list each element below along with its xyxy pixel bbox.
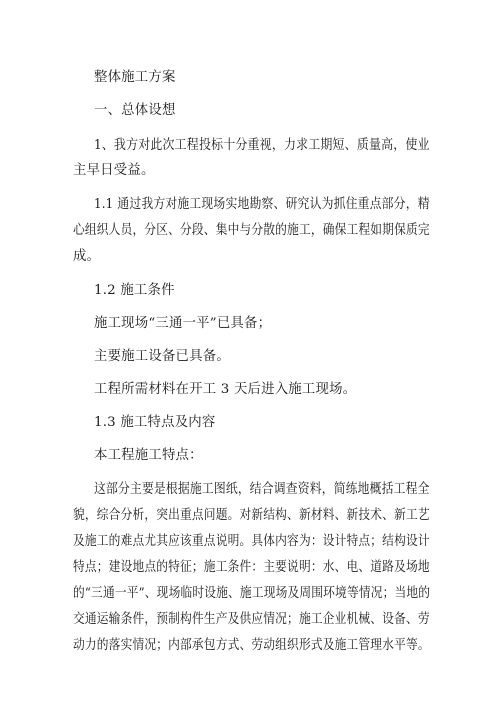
subheading-construction-conditions: 1.2 施工条件: [94, 283, 175, 298]
paragraph-3-line-7: 动力的落实情况；内部承包方式、劳动组织形式及施工管理水平等。: [73, 638, 430, 653]
paragraph-3-line-2: 貌，综合分析，突出重点问题。对新结构、新材料、新技术、新工艺: [73, 508, 430, 523]
paragraph-2-line-2: 心组织人员，分区、分段、集中与分散的施工，确保工程如期保质完: [73, 223, 430, 238]
condition-item-1: 施工现场“三通一平”已具备；: [94, 316, 272, 331]
paragraph-3-line-1: 这部分主要是根据施工图纸，结合调查资料，简练地概括工程全: [94, 482, 430, 497]
paragraph-1-line-2: 主早日受益。: [73, 163, 155, 178]
paragraph-1-line-1: 1、我方对此次工程投标十分重视，力求工期短、质量高，使业: [94, 138, 430, 153]
paragraph-3-line-5: 的“三通一平”、现场临时设施、施工现场及周围环境等情况；当地的: [73, 586, 431, 601]
paragraph-3-line-4: 特点；建设地点的特征；施工条件：主要说明：水、电、道路及场地: [73, 560, 430, 575]
condition-item-3: 工程所需材料在开工 3 天后进入施工现场。: [94, 382, 357, 397]
section-heading-overall: 一、总体设想: [94, 103, 176, 118]
features-label: 本工程施工特点：: [94, 448, 203, 463]
document-title: 整体施工方案: [94, 70, 176, 85]
paragraph-2-line-1: 1.1 通过我方对施工现场实地勘察、研究认为抓住重点部分，精: [94, 197, 430, 212]
subheading-features-content: 1.3 施工特点及内容: [94, 415, 216, 430]
paragraph-2-line-3: 成。: [73, 249, 101, 264]
condition-item-2: 主要施工设备已具备。: [94, 349, 230, 364]
paragraph-3-line-6: 交通运输条件，预制构件生产及供应情况；施工企业机械、设备、劳: [73, 612, 430, 627]
paragraph-3-line-3: 及施工的难点尤其应该重点说明。具体内容为：设计特点；结构设计: [73, 534, 430, 549]
